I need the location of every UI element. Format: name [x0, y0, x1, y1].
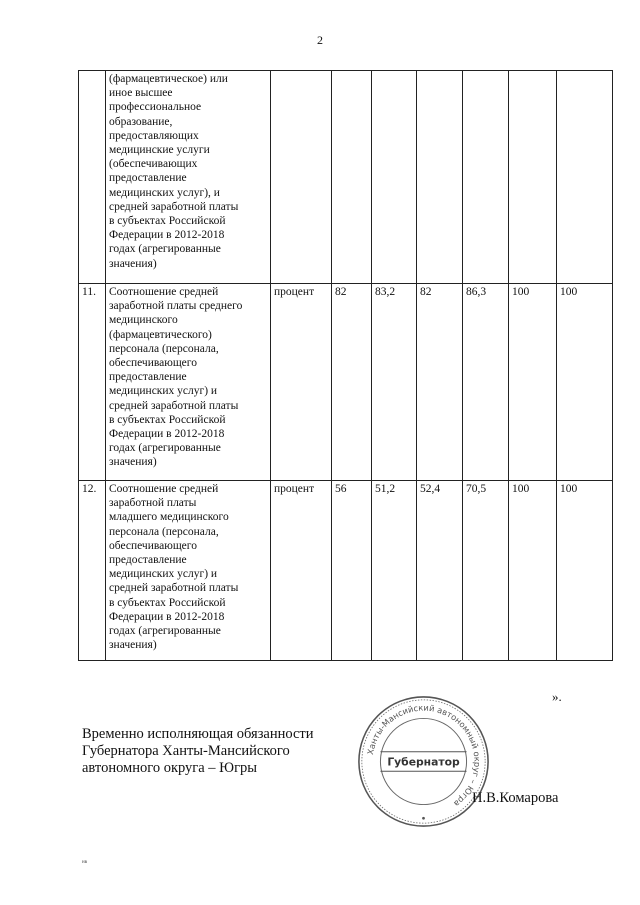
value-cell: 51,2	[372, 481, 417, 661]
unit-cell: процент	[271, 481, 332, 661]
signer-name: Н.В.Комарова	[472, 790, 559, 806]
stamp-ring-text: Ханты-Мансийский автономный округ – Югра	[365, 702, 483, 810]
value-cell: 82	[332, 284, 372, 481]
unit-cell	[271, 71, 332, 284]
row-number: 12.	[79, 481, 106, 661]
row-number	[79, 71, 106, 284]
indicators-table	[78, 70, 613, 661]
value-cell: 100	[557, 481, 613, 661]
value-cell	[509, 71, 557, 284]
table-row	[79, 284, 613, 481]
stamp-dot	[422, 817, 425, 820]
value-cell: 56	[332, 481, 372, 661]
value-cell: 83,2	[372, 284, 417, 481]
signer-title	[82, 726, 314, 777]
footer-initials: нв	[82, 860, 88, 865]
table-row	[79, 71, 613, 284]
table-row	[79, 481, 613, 661]
value-cell: 70,5	[463, 481, 509, 661]
value-cell: 100	[509, 284, 557, 481]
value-cell: 82	[417, 284, 463, 481]
page-number: 2	[317, 33, 323, 47]
signer-title-line: Временно исполняющая обязанности	[82, 726, 314, 742]
unit-cell: процент	[271, 284, 332, 481]
value-cell: 100	[557, 284, 613, 481]
indicator-description: Соотношение средней заработной платы младшего медицинского персонала (персонала, обеспечивающего предоставление медицинских услуг) и средней заработной платы в субъектах Российской Федерации в 2012-2018 годах (агрегированные значения)	[106, 481, 271, 661]
value-cell	[372, 71, 417, 284]
row-number: 11.	[79, 284, 106, 481]
signer-title-line: Губернатора Ханты-Мансийского	[82, 743, 290, 759]
value-cell: 100	[509, 481, 557, 661]
closing-quote: ».	[552, 689, 562, 704]
value-cell: 86,3	[463, 284, 509, 481]
value-cell	[557, 71, 613, 284]
signer-title-line: автономного округа – Югры	[82, 760, 258, 776]
indicator-description: (фармацевтическое) или иное высшее профессиональное образование, предоставляющих медицинские услуги (обеспечивающих предоставление медицинских услуг), и средней заработной платы в субъектах Российской Федерации в 2012-2018 годах (агрегированные значения)	[106, 71, 271, 284]
stamp-center-text: Губернатор	[387, 755, 460, 769]
value-cell	[463, 71, 509, 284]
value-cell	[332, 71, 372, 284]
indicator-description: Соотношение средней заработной платы среднего медицинского (фармацевтического) персонала (персонала, обеспечивающего предоставление медицинских услуг) и средней заработной платы в субъектах Российской Федерации в 2012-2018 годах (агрегированные значения)	[106, 284, 271, 481]
official-stamp	[355, 693, 492, 830]
value-cell	[417, 71, 463, 284]
value-cell: 52,4	[417, 481, 463, 661]
